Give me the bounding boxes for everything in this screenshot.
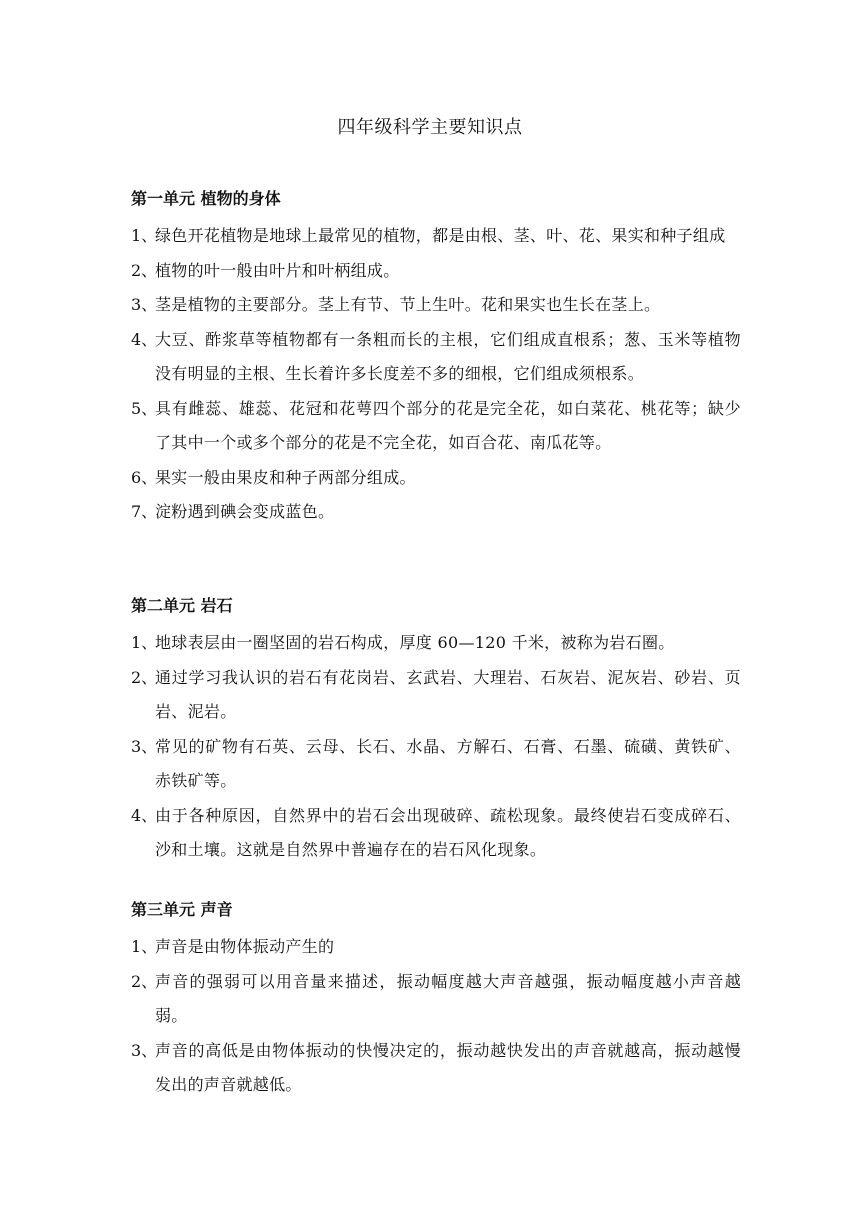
item-number: 3、 [131, 295, 158, 314]
item-number: 3、 [131, 1040, 158, 1060]
item-text: 茎是植物的主要部分。茎上有节、节上生叶。花和果实也生长在茎上。 [155, 295, 661, 314]
unit-heading: 第二单元 岩石 [131, 596, 233, 615]
item-number: 1、 [131, 937, 158, 956]
item-number: 4、 [131, 329, 158, 349]
item-text: 绿色开花植物是地球上最常见的植物，都是由根、茎、叶、花、果实和种子组成 [155, 226, 726, 245]
item-text: 声音是由物体振动产生的 [155, 937, 335, 956]
item-text: 声音的高低是由物体振动的快慢决定的，振动越快发出的声音就越高，振动越慢发出的声音就越低。 [155, 1040, 741, 1094]
item-text: 果实一般由果皮和种子两部分组成。 [155, 467, 416, 487]
item-number: 3、 [131, 736, 158, 756]
list-item [131, 219, 741, 254]
item-text: 大豆、酢浆草等植物都有一条粗而长的主根，它们组成直根系；葱、玉米等植物没有明显的主根、生长着许多长度差不多的细根，它们组成须根系。 [155, 329, 741, 383]
unit-heading: 第一单元 植物的身体 [131, 189, 281, 208]
document-title: 四年级科学主要知识点 [337, 117, 523, 138]
list-item [131, 254, 741, 289]
item-number: 2、 [131, 971, 158, 991]
list-item [131, 965, 741, 1034]
list-item [131, 323, 741, 392]
item-text: 具有雌蕊、雄蕊、花冠和花萼四个部分的花是完全花，如白菜花、桃花等；缺少了其中一个或多个部分的花是不完全花，如百合花、南瓜花等。 [155, 398, 741, 452]
unit-section-sound [131, 896, 741, 1103]
unit-heading: 第三单元 声音 [131, 900, 233, 919]
list-item [131, 799, 741, 868]
item-number: 7、 [131, 502, 158, 521]
item-text: 由于各种原因，自然界中的岩石会出现破碎、疏松现象。最终使岩石变成碎石、沙和土壤。这就是自然界中普遍存在的岩石风化现象。 [155, 805, 741, 859]
list-item [131, 661, 741, 730]
item-number: 4、 [131, 805, 158, 825]
list-item [131, 461, 741, 496]
item-text: 通过学习我认识的岩石有花岗岩、玄武岩、大理岩、石灰岩、泥灰岩、砂岩、页岩、泥岩。 [155, 667, 741, 721]
list-item [131, 930, 741, 965]
item-text: 植物的叶一般由叶片和叶柄组成。 [155, 260, 400, 280]
unit-section-rocks [131, 592, 741, 868]
item-text: 淀粉遇到碘会变成蓝色。 [155, 502, 335, 521]
item-number: 6、 [131, 467, 158, 487]
item-number: 5、 [131, 398, 158, 418]
list-item [131, 288, 741, 323]
list-item [131, 730, 741, 799]
list-item [131, 392, 741, 461]
unit-section-plants [131, 185, 741, 530]
item-text: 常见的矿物有石英、云母、长石、水晶、方解石、石膏、石墨、硫磺、黄铁矿、赤铁矿等。 [155, 736, 741, 790]
item-number: 2、 [131, 260, 158, 280]
item-number: 1、 [131, 633, 158, 652]
list-item [131, 495, 741, 530]
list-item [131, 1034, 741, 1103]
item-text: 声音的强弱可以用音量来描述，振动幅度越大声音越强，振动幅度越小声音越弱。 [155, 971, 741, 1025]
item-number: 2、 [131, 667, 158, 687]
item-number: 1、 [131, 226, 158, 245]
item-text: 地球表层由一圈坚固的岩石构成，厚度 60—120 千米，被称为岩石圈。 [155, 633, 675, 652]
list-item [131, 626, 741, 661]
